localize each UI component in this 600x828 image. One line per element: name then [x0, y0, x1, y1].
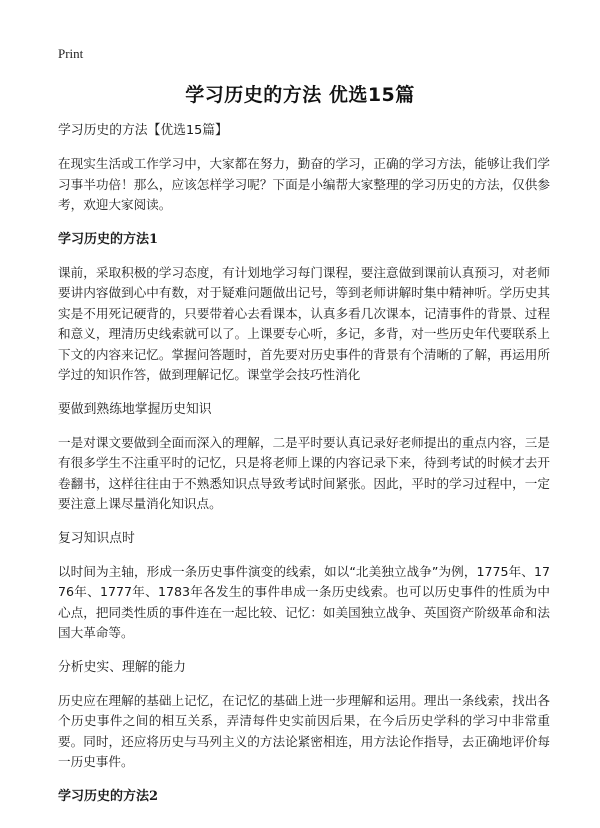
- section-heading-2: 学习历史的方法2: [58, 788, 159, 804]
- paragraph-review: 以时间为主轴，形成一条历史事件演变的线索，如以“北美独立战争”为例，1775年、1776年、1777年、1783年各发生的事件串成一条历史线索。也可以历史事件的性质为中心点，把同类性质的事件连在一起比较、记忆：如美国独立战争、英国资产阶级革命和法国大革命等。: [58, 563, 550, 640]
- page-title: 学习历史的方法 优选15篇: [185, 84, 415, 106]
- paragraph-master-knowledge: 一是对课文要做到全面而深入的理解，二是平时要认真记录好老师提出的重点内容，三是有很多学生不注重平时的记忆，只是将老师上课的内容记录下来，待到考试的时候才去开卷翻书，这样往往由于不熟悉知识点导致考试时间紧张。因此，平时的学习过程中，一定要注意上课尽量消化知识点。: [58, 434, 550, 511]
- intro-paragraph: 在现实生活或工作学习中，大家都在努力，勤奋的学习，正确的学习方法，能够让我们学习事半功倍！那么，应该怎样学习呢？下面是小编帮大家整理的学习历史的方法，仅供参考，欢迎大家阅读。: [58, 156, 550, 212]
- article-body: [58, 121, 550, 820]
- section-heading-1: 学习历史的方法1: [58, 231, 159, 247]
- subheading-analysis: 分析史实、理解的能力: [58, 659, 186, 675]
- print-label: Print: [58, 46, 84, 61]
- article-subtitle: 学习历史的方法【优选15篇】: [58, 123, 228, 138]
- subheading-master-knowledge: 要做到熟练地掌握历史知识: [58, 401, 212, 417]
- paragraph-class-study: 课前，采取积极的学习态度，有计划地学习每门课程，要注意做到课前认真预习，对老师要讲内容做到心中有数，对于疑难问题做出记号，等到老师讲解时集中精神听。学历史其实是不用死记硬背的，只要带着心去看课本，认真多看几次课本，记清事件的背景、过程和意义，理清历史线索就可以了。上课要专心听，多记，多背，对一些历史年代要联系上下文的内容来记忆。掌握问答题时，首先要对历史事件的背景有个清晰的了解，再运用所学过的知识作答，做到理解记忆。课堂学会技巧性消化: [58, 264, 550, 382]
- subheading-review: 复习知识点时: [58, 530, 135, 546]
- paragraph-analysis: 历史应在理解的基础上记忆，在记忆的基础上进一步理解和运用。理出一条线索，找出各个历史事件之间的相互关系，弄清每件史实前因后果，在今后历史学科的学习中非常重要。同时，还应将历史与马列主义的方法论紧密相连，用方法论作指导，去正确地评价每一历史事件。: [58, 692, 550, 769]
